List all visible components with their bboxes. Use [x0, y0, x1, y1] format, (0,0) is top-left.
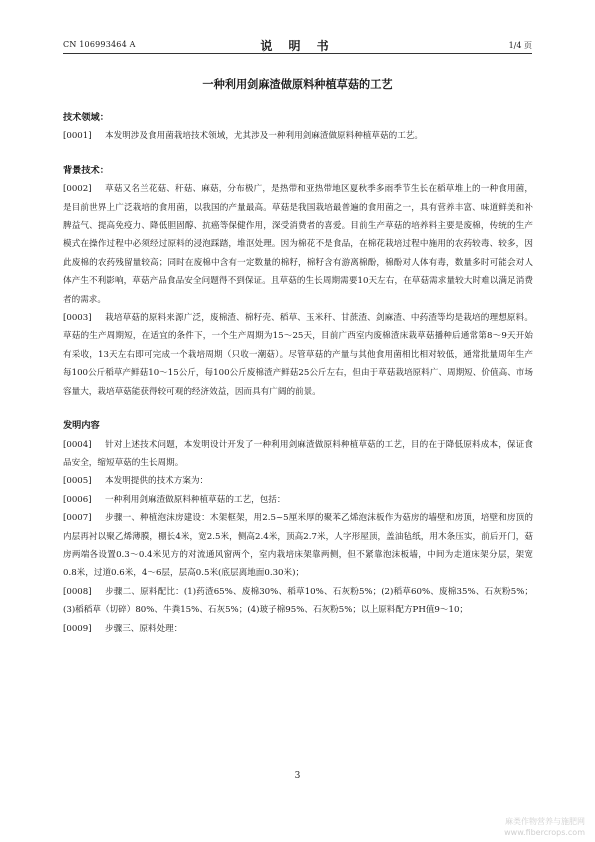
- paragraph: [63, 620, 533, 638]
- paragraph: [63, 583, 533, 620]
- paragraph-text: 针对上述技术问题，本发明设计开发了一种利用剑麻渣做原料种植草菇的工艺，目的在于降低原料成本，保证食品安全，缩短草菇的生长周期。: [63, 439, 533, 468]
- paragraph-number: [0001]: [63, 131, 92, 142]
- watermark: [504, 816, 585, 838]
- paragraph-number: [0007]: [63, 513, 92, 524]
- paragraph-number: [0004]: [63, 439, 92, 450]
- watermark-url: www.fibercrops.com: [504, 828, 585, 837]
- section-heading-tech-field: 技术领域：: [63, 112, 109, 123]
- paragraph-text: 本发明涉及食用菌栽培技术领域，尤其涉及一种利用剑麻渣做原料种植草菇的工艺。: [105, 131, 423, 142]
- paragraph: [63, 127, 533, 145]
- paragraph-text: 草菇又名兰花菇、秆菇、麻菇，分布极广，是热带和亚热带地区夏秋季多雨季节生长在稻草堆上的一种食用菌，是目前世界上广泛栽培的食用菌，以我国的产量最高。草菇是我国栽培最普遍的食用菌之一，具有营养丰富、味道鲜美和补脾益气、提高免疫力、降低胆固醇、抗癌等保健作用，深受消费者的喜爱。目前生产草菇的培养料主要是废棉，传统的生产模式在操作过程中必须经过原料的浸泡踩踏，堆沤处理。因为棉花不是食品，在棉花栽培过程中施用的农药较毒、较多，因此废棉的农药残留量较高；同时在废棉中含有一定数量的棉籽，棉籽含有游离棉酚，棉酚对人体有毒，数量多时可能会对人体产生不利影响，草菇产品食品安全问题得不到保证。且草菇的生长周期需要10天左右，在草菇需求量较大时难以满足消费者的需求。: [63, 184, 533, 305]
- document-body: [63, 109, 533, 638]
- paragraph-number: [0006]: [63, 494, 92, 505]
- paragraph-text: 一种利用剑麻渣做原料种植草菇的工艺，包括：: [105, 494, 286, 505]
- paragraph: [63, 472, 533, 490]
- paragraph: [63, 491, 533, 509]
- page-header: [63, 37, 532, 51]
- paragraph-number: [0008]: [63, 586, 92, 597]
- paragraph-text: 步骤二、原料配比：(1)药渣65%、废棉30%、稻草10%、石灰粉5%；(2)稻草60%、废棉35%、石灰粉5%；(3)稻稻草（切碎）80%、牛粪15%、石灰5%；(4)玻子棉95%、石灰粉5%；以上原料配方PH值9～10；: [63, 586, 533, 616]
- section-heading-content: 发明内容: [63, 420, 100, 432]
- paragraph: [63, 309, 533, 401]
- page-of: 1/4 页: [508, 41, 532, 50]
- section-heading-background: 背景技术：: [63, 164, 109, 176]
- page-number: 3: [294, 771, 301, 781]
- document-title: 一种利用剑麻渣做原料种植草菇的工艺: [202, 77, 393, 91]
- paragraph-text: 步骤三、原料处理：: [105, 623, 183, 634]
- paragraph-number: [0003]: [63, 313, 92, 324]
- doc-type: 说 明 书: [260, 39, 335, 53]
- watermark-line: 麻类作物营养与施肥网: [505, 817, 585, 826]
- paragraph: [63, 509, 533, 583]
- paragraph-text: 栽培草菇的原料来源广泛，废棉渣、棉籽壳、稻草、玉米秆、甘蔗渣、剑麻渣、中药渣等均是栽培的理想原料。草菇的生产周期短，在适宜的条件下，一个生产周期为15～25天，目前广西室内废棉渣床栽草菇播种后通常第8～9天开始有采收，13天左右即可完成一个栽培周期（只收一潮菇）。尽管草菇的产量与其他食用菌相比相对较低，通常批量周年生产每100公斤稻草产鲜菇10～15公斤，每100公斤废棉渣产鲜菇25公斤左右，但由于草菇栽培原料广、周期短、价值高、市场容量大，栽培草菇能获得较可观的经济效益，因而具有广阔的前景。: [63, 313, 533, 397]
- paragraph: [63, 180, 533, 309]
- paragraph: [63, 436, 533, 473]
- paragraph-number: [0005]: [63, 476, 92, 487]
- doc-number: CN 106993464 A: [63, 40, 136, 49]
- paragraph-number: [0009]: [63, 623, 92, 634]
- header-rule: [63, 53, 532, 54]
- paragraph-text: 本发明提供的技术方案为：: [105, 476, 209, 487]
- paragraph-number: [0002]: [63, 184, 92, 195]
- paragraph-text: 步骤一、种植泡沫房建设：木架框架，用2.5~5厘米厚的聚苯乙烯泡沫板作为菇房的墙壁和房顶，培壁和房顶的内层再衬以聚乙烯薄膜，棚长4米，宽2.5米，侧高2.4米，顶高2.7米，人字形屋顶，盖油毡纸，用木条压实，前后开门，菇房两端各设置0.3～0.4米见方的对流通风窗两个，室内栽培床架靠两侧，但不紧靠泡沫板墙，中间为走道床架分层，架宽0.8米，过道0.6米，4～6层，层高0.5米(底层离地面0.30米)；: [63, 513, 533, 579]
